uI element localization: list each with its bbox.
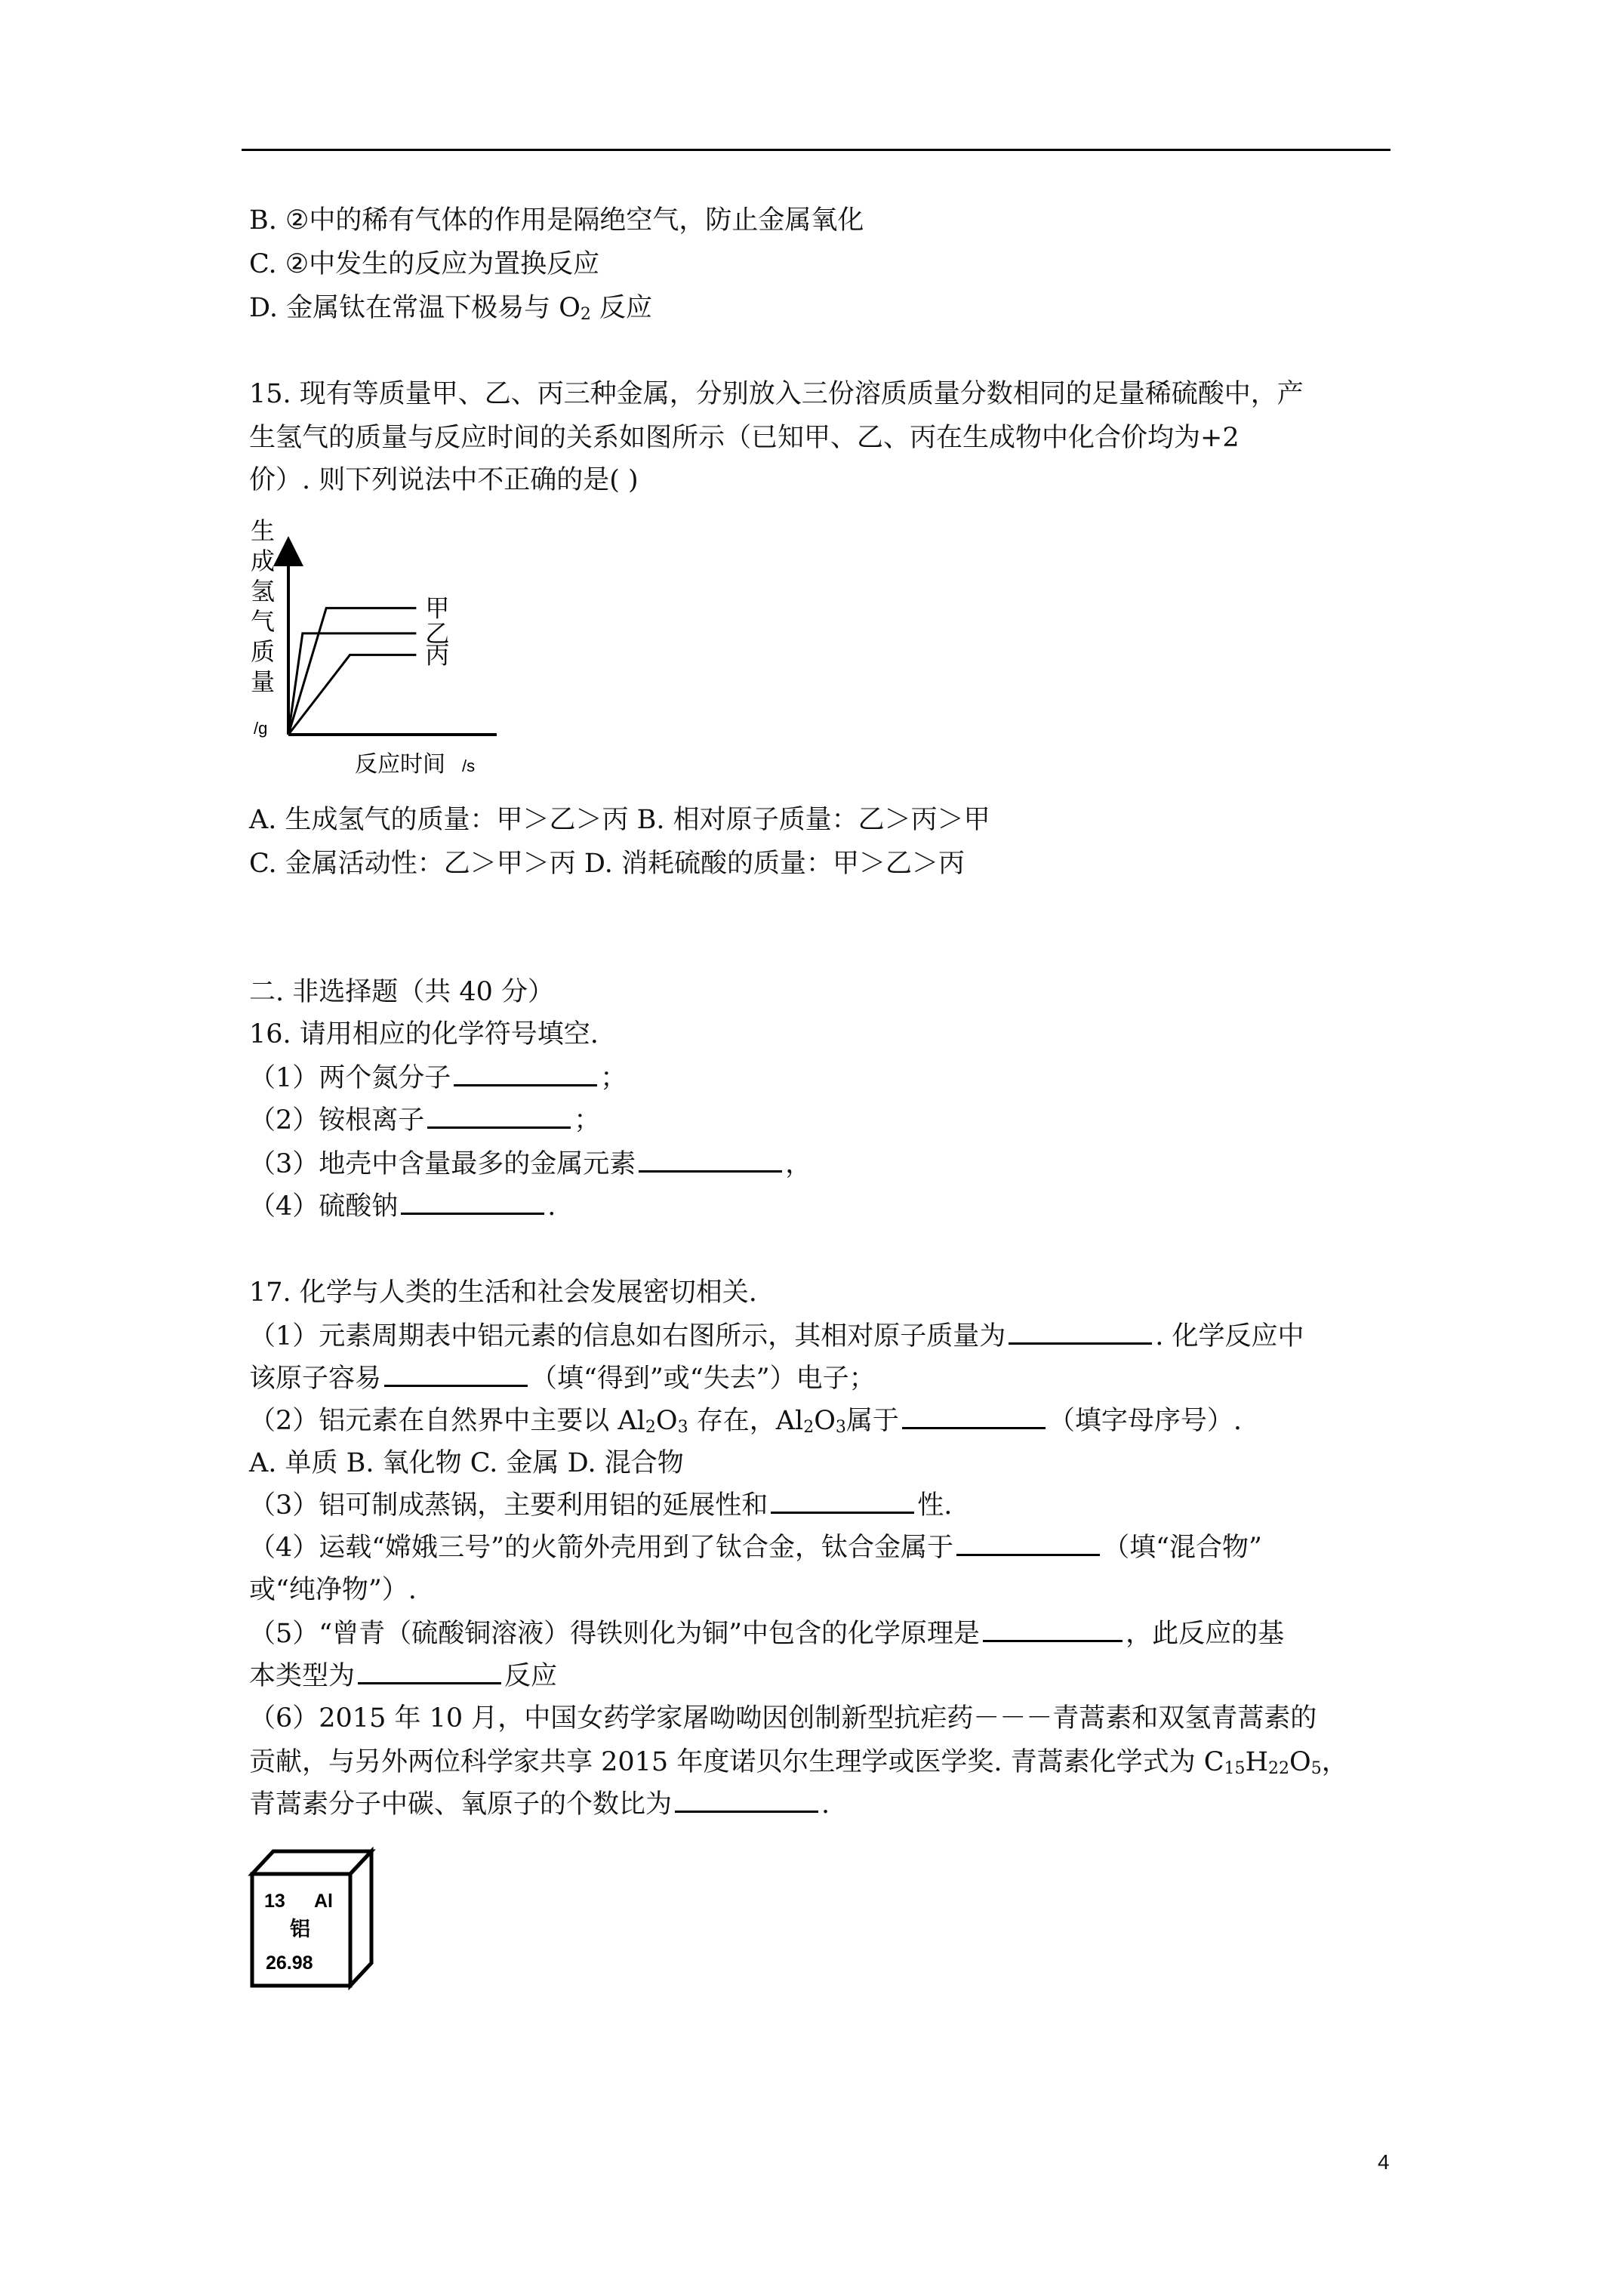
element-number: 13 [264, 1891, 285, 1912]
q16-part1: （1）两个氮分子 ； [249, 1063, 627, 1093]
answer-blank[interactable] [675, 1788, 818, 1813]
series-label-3: 丙 [425, 640, 450, 670]
q16-part2: （2）铵根离子 ； [249, 1105, 601, 1136]
q15-stem-line1: 15. 现有等质量甲、乙、丙三种金属，分别放入三份溶质质量分数相同的足量稀硫酸中，产 [249, 379, 1304, 409]
element-name: 铝 [290, 1918, 310, 1941]
y-axis-label-char: 生 [251, 516, 276, 545]
q17-part6-line2: 贡献，与另外两位科学家共享 2015 年度诺贝尔生理学或医学奖. 青蒿素化学式为 $C_{15}H_{22}O_5$， [249, 1747, 1348, 1778]
q15-stem-line3: 价）. 则下列说法中不正确的是( ) [249, 465, 639, 495]
series-line-2 [288, 633, 416, 735]
q17-part2-options: A. 单质 B. 氧化物 C. 金属 D. 混合物 [249, 1448, 684, 1478]
q15-stem-line2: 生氢气的质量与反应时间的关系如图所示（已知甲、乙、丙在生成物中化合价均为+2 [249, 423, 1240, 453]
q17-part1-line1: （1）元素周期表中铝元素的信息如右图所示，其相对原子质量为 . 化学反应中 [249, 1321, 1304, 1351]
q17-part4-line1: （4）运载“嫦娥三号”的火箭外壳用到了钛合金，钛合金属于 （填“混合物” [249, 1533, 1262, 1563]
q16-part3: （3）地壳中含量最多的金属元素 ， [249, 1149, 812, 1179]
element-mass: 26.98 [266, 1952, 313, 1974]
y-axis-label-char: 氢 [251, 577, 276, 606]
q17-part6-line3: 青蒿素分子中碳、氧原子的个数比为 . [249, 1789, 830, 1820]
option-d: D. 金属钛在常温下极易与 $O_2$ 反应 [249, 293, 653, 324]
q15-options-ab: A. 生成氢气的质量：甲＞乙＞丙 B. 相对原子质量：乙＞丙＞甲 [249, 805, 990, 835]
section-title: 二. 非选择题（共 40 分） [249, 977, 555, 1007]
aluminum-element-card [243, 1842, 379, 1993]
q17-part5-line2: 本类型为 反应 [249, 1661, 558, 1691]
series-line-1 [288, 608, 416, 735]
option-c: C. ②中发生的反应为置换反应 [249, 249, 600, 279]
y-axis-label-char: 成 [251, 547, 276, 575]
element-symbol: Al [314, 1891, 333, 1912]
q17-part2: （2）铝元素在自然界中主要以 $Al_2O_3$ 存在，$Al_2O_3$属于 （填字母序号）. [249, 1406, 1243, 1437]
series-label-1: 甲 [425, 593, 450, 623]
y-axis-label-char: 气 [251, 607, 276, 636]
answer-blank[interactable] [401, 1190, 544, 1215]
page-number: 4 [1378, 2150, 1390, 2174]
answer-blank[interactable] [983, 1617, 1123, 1642]
x-axis-label: 反应时间 [355, 751, 445, 778]
y-axis-unit: /g [254, 719, 268, 738]
answer-blank[interactable] [384, 1362, 528, 1387]
q17-part1-line2: 该原子容易 （填“得到”或“失去”）电子； [249, 1364, 876, 1394]
card-side-face [350, 1851, 371, 1986]
q16-part4: （4）硫酸钠 . [249, 1191, 556, 1222]
header-rule [242, 149, 1390, 151]
answer-blank[interactable] [427, 1104, 571, 1129]
answer-blank[interactable] [771, 1489, 914, 1514]
y-axis-label-char: 质 [251, 637, 276, 666]
q17-part3: （3）铝可制成蒸锅，主要利用铝的延展性和 性. [249, 1490, 953, 1521]
x-axis-unit: /s [462, 757, 476, 775]
answer-blank[interactable] [358, 1660, 501, 1684]
answer-blank[interactable] [454, 1062, 597, 1086]
hydrogen-chart [242, 513, 513, 785]
answer-blank[interactable] [639, 1148, 782, 1173]
series-label-2: 乙 [425, 618, 450, 648]
q17-part4-line2: 或“纯净物”）. [249, 1575, 417, 1605]
q17-part5-line1: （5）“曾青（硫酸铜溶液）得铁则化为铜”中包含的化学原理是 ，此反应的基 [249, 1619, 1285, 1649]
answer-blank[interactable] [956, 1531, 1100, 1556]
q16-stem: 16. 请用相应的化学符号填空. [249, 1019, 599, 1049]
answer-blank[interactable] [1009, 1320, 1152, 1345]
q17-part6-line1: （6）2015 年 10 月，中国女药学家屠呦呦因创制新型抗疟药－－－青蒿素和双氢青蒿素的 [249, 1703, 1317, 1734]
answer-blank[interactable] [902, 1404, 1046, 1429]
q17-stem: 17. 化学与人类的生活和社会发展密切相关. [249, 1277, 757, 1308]
option-b: B. ②中的稀有气体的作用是隔绝空气，防止金属氧化 [249, 205, 864, 236]
y-axis-label-char: 量 [251, 667, 276, 696]
q15-options-cd: C. 金属活动性：乙＞甲＞丙 D. 消耗硫酸的质量：甲＞乙＞丙 [249, 849, 965, 879]
